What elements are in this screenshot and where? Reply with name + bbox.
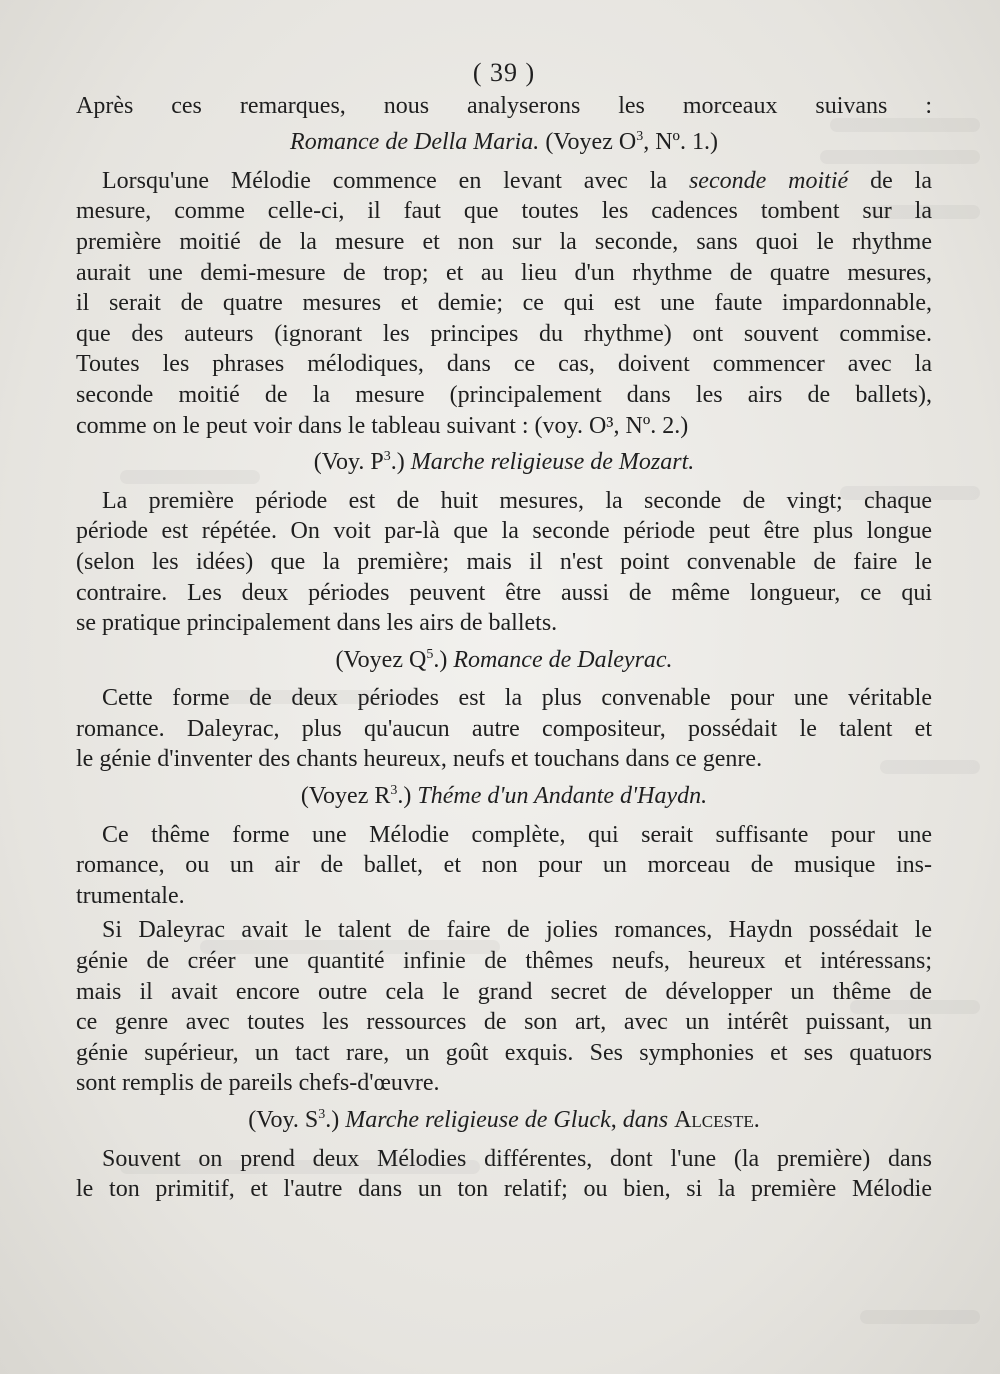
heading-title: Romance de Daleyrac. bbox=[453, 646, 673, 673]
text-line: (selon les idées) que la première; mais il n'est point convenable de faire le bbox=[76, 548, 932, 575]
text-line: trumentale. bbox=[76, 882, 185, 909]
text-line: se pratique principalement dans les airs de ballets. bbox=[76, 610, 558, 637]
text-line: Si Daleyrac avait le talent de faire de jolies romances, Haydn possédait le bbox=[102, 917, 932, 944]
text-line: Toutes les phrases mélodiques, dans ce cas, doivent commencer avec la bbox=[76, 351, 932, 378]
page-number: ( 39 ) bbox=[472, 58, 536, 87]
text-line: sont remplis de pareils chefs-d'œuvre. bbox=[76, 1070, 440, 1097]
section-heading-haydn: (Voyez $R^3$.) Théme d'un Andante d'Haydn. bbox=[300, 783, 708, 810]
section-heading-della-maria bbox=[76, 127, 932, 158]
text-line: Lorsqu'une Mélodie commence en levant avec la seconde moitié de la bbox=[102, 167, 932, 194]
text-line: il serait de quatre mesures et demie; ce qui est une faute impardonnable, bbox=[76, 290, 932, 317]
heading-title: Théme d'un Andante d'Haydn. bbox=[417, 783, 708, 810]
text-line: romance, ou un air de ballet, et non pour un morceau de musique ins- bbox=[76, 852, 932, 879]
text-line: le génie d'inventer des chants heureux, neufs et touchans dans ce genre. bbox=[76, 746, 763, 773]
heading-ref-sup: 3 bbox=[636, 129, 644, 145]
intro-line: Après ces remarques, nous analyserons les morceaux suivans : bbox=[76, 92, 932, 119]
section-heading-gluck: (Voy. $S^3$.) Marche religieuse de Gluck, dans Alceste. bbox=[248, 1107, 760, 1133]
text-line: période est répétée. On voit par-là que la seconde période peut être plus longue bbox=[76, 518, 932, 545]
page-text bbox=[76, 58, 932, 1209]
text-line: Ce thême forme une Mélodie complète, qui serait suffisante pour une bbox=[102, 821, 932, 848]
paragraph bbox=[76, 1144, 932, 1205]
paragraph bbox=[76, 166, 932, 441]
paragraph bbox=[76, 820, 932, 912]
paragraph bbox=[76, 683, 932, 775]
text-line: ce genre avec toutes les ressources de son art, avec un intérêt puissant, un bbox=[76, 1009, 932, 1036]
heading-ref-tail: , Nº. 1.) bbox=[643, 129, 718, 156]
text-line: Souvent on prend deux Mélodies différentes, dont l'une (la première) dans bbox=[102, 1145, 932, 1172]
section-heading-mozart: (Voy. $P^3$.) Marche religieuse de Mozart. bbox=[313, 449, 695, 476]
text-line: génie supérieur, un tact rare, un goût exquis. Ses symphonies et ses quatuors bbox=[76, 1039, 932, 1066]
text-line: contraire. Les deux périodes peuvent être aussi de même longueur, ce qui bbox=[76, 579, 932, 606]
heading-title: Marche religieuse de Gluck bbox=[345, 1107, 611, 1133]
text-line: que des auteurs (ignorant les principes du rhythme) ont souvent commise. bbox=[76, 320, 932, 347]
heading-title: Romance de Della Maria. bbox=[290, 129, 540, 156]
text-line: génie de créer une quantité infinie de thêmes neufs, heureux et intéressans; bbox=[76, 948, 932, 975]
paragraph bbox=[76, 486, 932, 639]
text-line: Cette forme de deux périodes est la plus convenable pour une véritable bbox=[102, 685, 932, 712]
text-line: comme on le peut voir dans le tableau suivant : (voy. O³, Nº. 2.) bbox=[76, 412, 689, 439]
text-line: première moitié de la mesure et non sur la seconde, sans quoi le rhythme bbox=[76, 228, 932, 255]
text-line: aurait une demi-mesure de trop; et au lieu d'un rhythme de quatre mesures, bbox=[76, 259, 932, 286]
text-line: romance. Daleyrac, plus qu'aucun autre compositeur, possédait le talent et bbox=[76, 715, 932, 742]
text-line: seconde moitié de la mesure (principalement dans les airs de ballets), bbox=[76, 381, 932, 408]
opera-title: Alceste. bbox=[674, 1107, 760, 1133]
text-line: mais il avait encore outre cela le grand secret de développer un thême de bbox=[76, 978, 932, 1005]
heading-ref: (Voyez O bbox=[545, 129, 637, 156]
text-line: le ton primitif, et l'autre dans un ton relatif; ou bien, si la première Mélodie bbox=[76, 1176, 932, 1203]
text-line: La première période est de huit mesures, la seconde de vingt; chaque bbox=[102, 487, 932, 514]
heading-title: Marche religieuse de Mozart. bbox=[410, 449, 695, 476]
text-line: mesure, comme celle-ci, il faut que toutes les cadences tombent sur la bbox=[76, 198, 932, 225]
section-heading-daleyrac: (Voyez $Q^5$.) Romance de Daleyrac. bbox=[335, 646, 673, 673]
paragraph bbox=[76, 915, 932, 1099]
